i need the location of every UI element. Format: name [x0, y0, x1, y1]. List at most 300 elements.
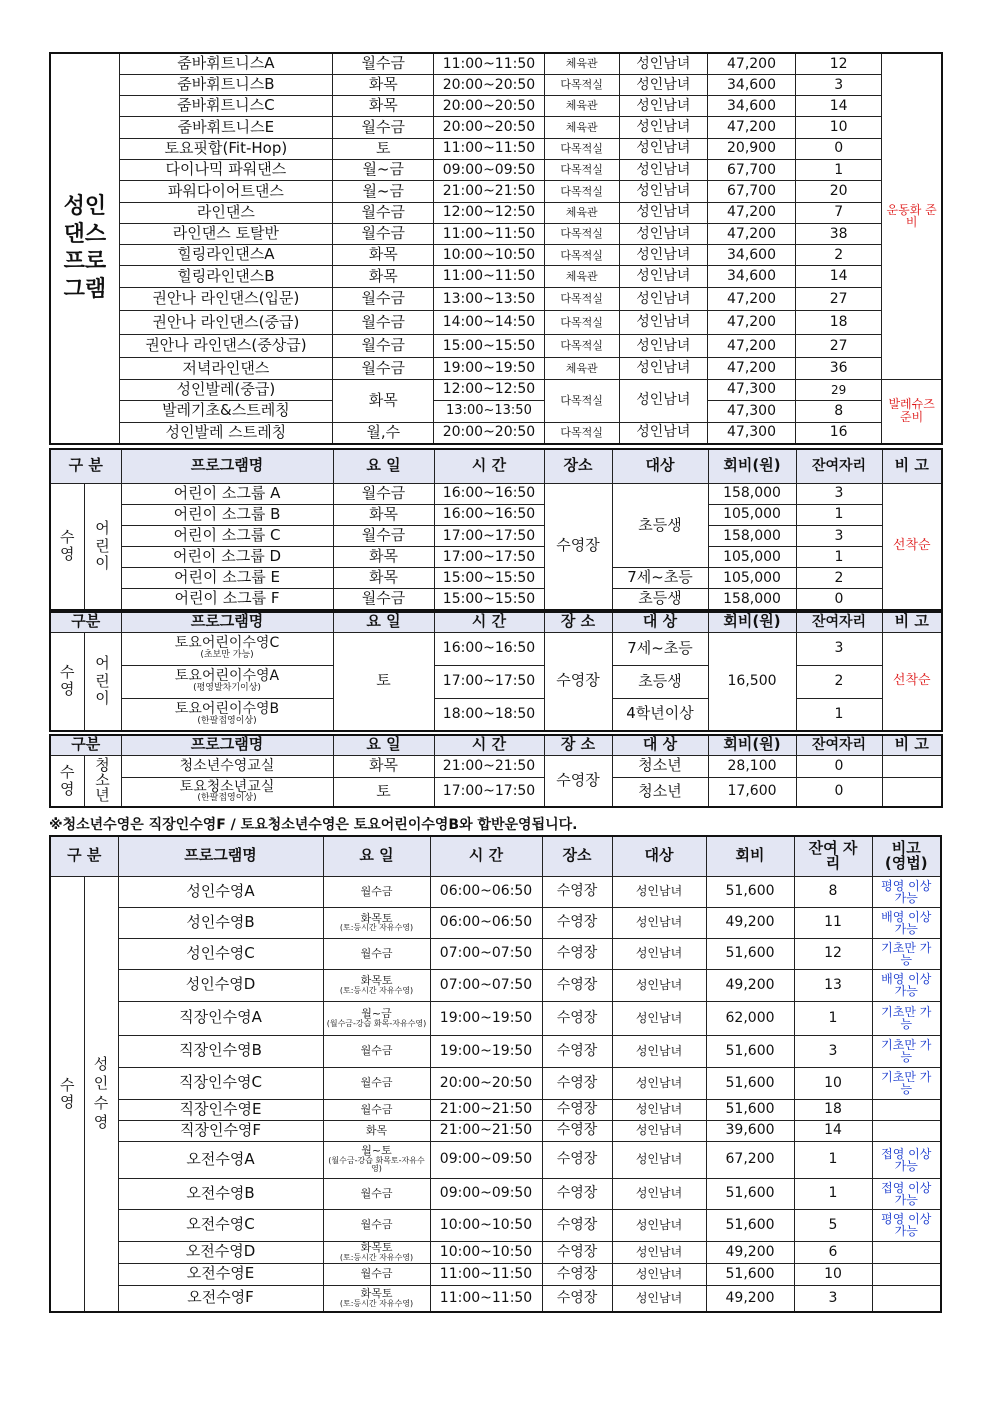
time: 17:00~17:50	[434, 525, 544, 546]
cell-main: 청소년수영교실	[179, 757, 275, 774]
program-name: 성인수영B	[118, 907, 323, 938]
seats: 2	[796, 568, 882, 589]
fee: 158,000	[708, 525, 796, 546]
table-row	[50, 379, 942, 401]
table-row	[50, 334, 942, 358]
table-row	[50, 311, 942, 335]
program-name: 파워다이어트댄스	[119, 181, 332, 202]
target: 성인남녀	[612, 876, 706, 907]
seats: 1	[796, 504, 882, 525]
header-program: 프로그램명	[121, 612, 333, 632]
fee: 34,600	[707, 266, 795, 287]
header-division: 구 분	[50, 836, 118, 876]
program-name: 발레기초&스트레칭	[119, 401, 332, 423]
table-row	[50, 525, 942, 546]
seats: 8	[796, 401, 882, 423]
place: 수영장	[542, 907, 612, 938]
time: 10:00~10:50	[430, 1209, 542, 1241]
time: 10:00~10:50	[434, 245, 544, 266]
table-row	[50, 876, 941, 907]
time: 16:00~16:50	[434, 632, 544, 665]
remark: 평영 이상 가능	[872, 876, 941, 907]
cell-main: 화목토	[360, 911, 393, 925]
program-name: 직장인수영C	[118, 1067, 323, 1099]
days: 월~금	[333, 159, 434, 180]
fee: 105,000	[708, 547, 796, 568]
table-row	[50, 96, 942, 117]
cell-main: 월수금	[360, 884, 393, 898]
target: 성인남녀	[612, 1099, 706, 1120]
fee: 51,600	[706, 1067, 794, 1099]
days	[323, 1099, 430, 1120]
seats: 13	[794, 969, 872, 1001]
time: 18:00~18:50	[434, 698, 544, 731]
cell-main: 토요청소년교실	[179, 778, 275, 795]
cell-main: 화목토	[360, 1241, 393, 1255]
days	[323, 1178, 430, 1209]
seats: 3	[794, 1285, 872, 1312]
seats: 27	[796, 287, 882, 311]
fee: 28,100	[708, 755, 796, 777]
remark: 배영 이상 가능	[872, 907, 941, 938]
header-target: 대 상	[612, 612, 708, 632]
time: 11:00~11:50	[434, 138, 544, 159]
time: 20:00~20:50	[434, 422, 544, 444]
target: 성인남녀	[612, 1035, 706, 1067]
time: 17:00~17:50	[434, 665, 544, 698]
remark: 기초만 가능	[872, 1001, 941, 1035]
fee: 34,600	[707, 74, 795, 95]
target: 성인남녀	[612, 969, 706, 1001]
target: 성인남녀	[619, 266, 707, 287]
fee: 51,600	[706, 1035, 794, 1067]
cell-main: 토요어린이수영C	[174, 635, 280, 652]
cell-main: 월수금	[360, 1267, 393, 1281]
remark: 기초만 가능	[872, 938, 941, 969]
table-row	[50, 504, 942, 525]
fee: 51,600	[706, 938, 794, 969]
table-row	[50, 1001, 941, 1035]
program-name: 직장인수영E	[118, 1099, 323, 1120]
time: 07:00~07:50	[430, 938, 542, 969]
seats: 1	[796, 159, 882, 180]
fee: 51,600	[706, 1099, 794, 1120]
table-row	[50, 159, 942, 180]
adult-swim-table	[49, 835, 942, 1313]
time: 20:00~20:50	[434, 74, 544, 95]
days: 월수금	[333, 287, 434, 311]
program-name: 성인수영C	[118, 938, 323, 969]
cell-main: 월수금	[360, 1102, 393, 1116]
days: 화목	[333, 266, 434, 287]
program-name: 성인수영D	[118, 969, 323, 1001]
cell-note: (월수금-강습 화목-자유수영)	[326, 1018, 427, 1028]
time: 16:00~16:50	[434, 483, 544, 504]
cell-note: (한팔접영이상)	[197, 715, 257, 726]
table-row	[50, 1120, 941, 1141]
header-seats: 잔여자리	[796, 612, 882, 632]
seats: 0	[796, 138, 882, 159]
target: 성인남녀	[612, 1120, 706, 1141]
place: 다목적실	[544, 181, 619, 202]
cell-main: 월수금	[360, 946, 393, 960]
time: 16:00~16:50	[434, 504, 544, 525]
days	[323, 1001, 430, 1035]
table-row	[50, 1285, 941, 1312]
cell-note: (초보만 가능)	[200, 650, 254, 661]
category-sub: 어린이	[84, 483, 121, 610]
fee: 47,300	[707, 379, 795, 401]
header-program: 프로그램명	[118, 836, 323, 876]
place: 수영장	[544, 755, 612, 807]
cell-note: (월수금-강습 화목토-자유수영)	[328, 1155, 425, 1174]
program-name: 어린이 소그룹 F	[121, 589, 333, 610]
program-name	[121, 632, 333, 665]
header-division: 구분	[50, 735, 121, 755]
fee: 16,500	[708, 632, 796, 731]
target: 7세~초등	[612, 568, 708, 589]
fee: 51,600	[706, 1209, 794, 1241]
fee: 47,300	[707, 422, 795, 444]
table-row	[50, 53, 942, 74]
place: 다목적실	[544, 223, 619, 244]
table-row	[50, 358, 942, 379]
cell-main: 화목토	[360, 974, 393, 988]
target: 성인남녀	[619, 379, 707, 422]
days: 화목	[333, 74, 434, 95]
time: 13:00~13:50	[434, 401, 544, 423]
header-row	[50, 612, 942, 632]
time: 11:00~11:50	[434, 53, 544, 74]
time: 19:00~19:50	[434, 358, 544, 379]
time: 09:00~09:50	[430, 1178, 542, 1209]
time: 11:00~11:50	[430, 1285, 542, 1312]
program-name: 성인발레(중급)	[119, 379, 332, 401]
fee: 47,200	[707, 223, 795, 244]
fee: 17,600	[708, 777, 796, 807]
days	[323, 1141, 430, 1178]
seats: 1	[794, 1001, 872, 1035]
target: 초등생	[612, 665, 708, 698]
place: 다목적실	[544, 287, 619, 311]
header-days: 요 일	[323, 836, 430, 876]
days	[323, 1120, 430, 1141]
header-place: 장 소	[544, 612, 612, 632]
target: 성인남녀	[619, 117, 707, 138]
remark	[872, 1263, 941, 1285]
header-time: 시 간	[434, 735, 544, 755]
days	[323, 1241, 430, 1263]
target: 성인남녀	[619, 96, 707, 117]
target: 성인남녀	[612, 1001, 706, 1035]
teen-table	[49, 734, 943, 808]
table-row	[50, 401, 942, 423]
table-row	[50, 1263, 941, 1285]
category-main: 수영	[50, 876, 84, 1312]
cell-note: (한팔접영이상)	[197, 793, 257, 804]
program-name: 오전수영A	[118, 1141, 323, 1178]
table-row	[50, 1035, 941, 1067]
time: 14:00~14:50	[434, 311, 544, 335]
fee: 47,200	[707, 334, 795, 358]
program-name: 줌바휘트니스E	[119, 117, 332, 138]
table-row	[50, 568, 942, 589]
place: 수영장	[542, 969, 612, 1001]
program-name: 어린이 소그룹 E	[121, 568, 333, 589]
seats: 14	[796, 96, 882, 117]
remark-shoes: 운동화 준비	[882, 53, 942, 379]
seats: 0	[796, 589, 882, 610]
program-name: 힐링라인댄스A	[119, 245, 332, 266]
header-remark: 비 고	[882, 735, 942, 755]
header-seats: 잔여 자리	[794, 836, 872, 876]
target: 성인남녀	[612, 1178, 706, 1209]
program-name: 라인댄스	[119, 202, 332, 223]
fee: 67,700	[707, 159, 795, 180]
table-row	[50, 777, 942, 807]
place: 다목적실	[544, 311, 619, 335]
target: 성인남녀	[612, 1067, 706, 1099]
days: 화목	[333, 379, 434, 422]
days	[323, 1067, 430, 1099]
program-name: 저녁라인댄스	[119, 358, 332, 379]
category-main: 수영	[50, 483, 84, 610]
program-name	[121, 755, 333, 777]
days: 화목	[333, 245, 434, 266]
days: 월수금	[333, 223, 434, 244]
remark	[872, 1241, 941, 1263]
place: 체육관	[544, 117, 619, 138]
program-name: 어린이 소그룹 C	[121, 525, 333, 546]
fee: 39,600	[706, 1120, 794, 1141]
place: 다목적실	[544, 422, 619, 444]
program-name: 힐링라인댄스B	[119, 266, 332, 287]
target: 성인남녀	[619, 159, 707, 180]
table-row	[50, 1241, 941, 1263]
seats: 6	[794, 1241, 872, 1263]
table-row	[50, 287, 942, 311]
seats: 12	[796, 53, 882, 74]
place: 수영장	[542, 1099, 612, 1120]
program-name	[121, 777, 333, 807]
days: 월,수	[333, 422, 434, 444]
time: 21:00~21:50	[430, 1099, 542, 1120]
days: 화목	[333, 504, 434, 525]
table-row	[50, 1209, 941, 1241]
table-row	[50, 74, 942, 95]
table-row	[50, 1141, 941, 1178]
seats: 11	[794, 907, 872, 938]
program-name: 어린이 소그룹 B	[121, 504, 333, 525]
program-name: 다이나믹 파워댄스	[119, 159, 332, 180]
place: 수영장	[542, 938, 612, 969]
seats: 5	[794, 1209, 872, 1241]
fee: 47,200	[707, 202, 795, 223]
fee: 20,900	[707, 138, 795, 159]
target: 성인남녀	[619, 223, 707, 244]
fee: 47,200	[707, 287, 795, 311]
seats: 36	[796, 358, 882, 379]
fee: 51,600	[706, 1178, 794, 1209]
program-name: 성인발레 스트레칭	[119, 422, 332, 444]
cell-main: 화목	[365, 1123, 388, 1137]
program-name: 어린이 소그룹 A	[121, 483, 333, 504]
program-name: 오전수영E	[118, 1263, 323, 1285]
place: 다목적실	[544, 138, 619, 159]
program-name: 오전수영D	[118, 1241, 323, 1263]
seats: 1	[796, 547, 882, 568]
seats: 3	[794, 1035, 872, 1067]
days: 월수금	[333, 334, 434, 358]
seats: 27	[796, 334, 882, 358]
seats: 10	[794, 1067, 872, 1099]
cell-note: (토:등시간 자유수영)	[339, 1298, 414, 1308]
place: 수영장	[542, 1120, 612, 1141]
place: 수영장	[542, 1141, 612, 1178]
place: 수영장	[542, 1241, 612, 1263]
seats: 8	[794, 876, 872, 907]
table-row	[50, 266, 942, 287]
table-row	[50, 632, 942, 665]
seats: 20	[796, 181, 882, 202]
category-sub: 성인수영	[84, 876, 118, 1312]
place: 수영장	[542, 876, 612, 907]
place: 수영장	[542, 1209, 612, 1241]
days	[323, 876, 430, 907]
table-row	[50, 665, 942, 698]
header-program: 프로그램명	[121, 449, 333, 483]
program-name: 라인댄스 토탈반	[119, 223, 332, 244]
fee: 158,000	[708, 483, 796, 504]
target: 성인남녀	[612, 1263, 706, 1285]
days: 화목	[333, 568, 434, 589]
place: 수영장	[544, 632, 612, 731]
days: 토	[333, 632, 434, 731]
seats: 3	[796, 74, 882, 95]
program-name: 오전수영F	[118, 1285, 323, 1312]
program-name: 직장인수영B	[118, 1035, 323, 1067]
time: 20:00~20:50	[430, 1067, 542, 1099]
cell-note: (평영발차기이상)	[193, 683, 261, 694]
target: 성인남녀	[619, 74, 707, 95]
remark: 기초만 가능	[872, 1035, 941, 1067]
target: 7세~초등	[612, 632, 708, 665]
header-row	[50, 449, 942, 483]
remark	[882, 755, 942, 777]
target: 성인남녀	[612, 1141, 706, 1178]
days: 월수금	[333, 483, 434, 504]
saturday-kids-table	[49, 611, 943, 732]
target: 청소년	[612, 777, 708, 807]
table-row	[50, 907, 941, 938]
place: 수영장	[542, 1067, 612, 1099]
time: 11:00~11:50	[434, 223, 544, 244]
time: 07:00~07:50	[430, 969, 542, 1001]
header-division: 구 분	[50, 449, 121, 483]
fee: 34,600	[707, 96, 795, 117]
program-name: 권안나 라인댄스(중급)	[119, 311, 332, 335]
days	[323, 907, 430, 938]
table-row	[50, 117, 942, 138]
header-days: 요 일	[333, 612, 434, 632]
fee: 47,200	[707, 311, 795, 335]
time: 19:00~19:50	[430, 1001, 542, 1035]
seats: 14	[794, 1120, 872, 1141]
time: 11:00~11:50	[430, 1263, 542, 1285]
table-row	[50, 547, 942, 568]
program-name: 권안나 라인댄스(중상급)	[119, 334, 332, 358]
seats: 16	[796, 422, 882, 444]
program-name	[121, 698, 333, 731]
place: 체육관	[544, 96, 619, 117]
place: 다목적실	[544, 379, 619, 422]
cell-main: 월수금	[360, 1218, 393, 1232]
days	[323, 1209, 430, 1241]
target: 성인남녀	[619, 311, 707, 335]
header-remark: 비 고	[882, 612, 942, 632]
place: 다목적실	[544, 245, 619, 266]
cell-note: (토:등시간 자유수영)	[339, 1252, 414, 1262]
category-label: 성인 댄스 프로그램	[50, 53, 119, 444]
target: 성인남녀	[619, 202, 707, 223]
seats: 10	[794, 1263, 872, 1285]
header-seats: 잔여자리	[796, 735, 882, 755]
program-name	[121, 665, 333, 698]
cell-note: (토:등시간 자유수영)	[339, 923, 414, 933]
header-row	[50, 735, 942, 755]
program-name: 직장인수영F	[118, 1120, 323, 1141]
cell-main: 월수금	[360, 1044, 393, 1058]
remark	[872, 1120, 941, 1141]
days: 화목	[333, 755, 434, 777]
header-remark: 비 고	[882, 449, 942, 483]
days: 월수금	[333, 53, 434, 74]
fee: 105,000	[708, 504, 796, 525]
table-row	[50, 138, 942, 159]
days	[323, 1285, 430, 1312]
cell-note: (토:등시간 자유수영)	[339, 985, 414, 995]
target: 초등생	[612, 589, 708, 610]
table-row	[50, 969, 941, 1001]
time: 06:00~06:50	[430, 907, 542, 938]
days: 월수금	[333, 525, 434, 546]
days: 월수금	[333, 117, 434, 138]
time: 15:00~15:50	[434, 589, 544, 610]
place: 다목적실	[544, 159, 619, 180]
time: 17:00~17:50	[434, 547, 544, 568]
target: 성인남녀	[612, 1285, 706, 1312]
table-row	[50, 223, 942, 244]
remark: 접영 이상가능	[872, 1178, 941, 1209]
seats: 2	[796, 245, 882, 266]
seats: 1	[794, 1141, 872, 1178]
remark	[872, 1099, 941, 1120]
header-program: 프로그램명	[121, 735, 333, 755]
table-row	[50, 589, 942, 610]
header-days: 요 일	[333, 449, 434, 483]
target: 성인남녀	[619, 138, 707, 159]
seats: 12	[794, 938, 872, 969]
days: 월수금	[333, 202, 434, 223]
table-row	[50, 202, 942, 223]
place: 다목적실	[544, 74, 619, 95]
remark: 선착순	[882, 632, 942, 731]
program-name: 성인수영A	[118, 876, 323, 907]
time: 11:00~11:50	[434, 266, 544, 287]
target: 초등생	[612, 483, 708, 568]
header-time: 시 간	[430, 836, 542, 876]
target: 성인남녀	[619, 334, 707, 358]
